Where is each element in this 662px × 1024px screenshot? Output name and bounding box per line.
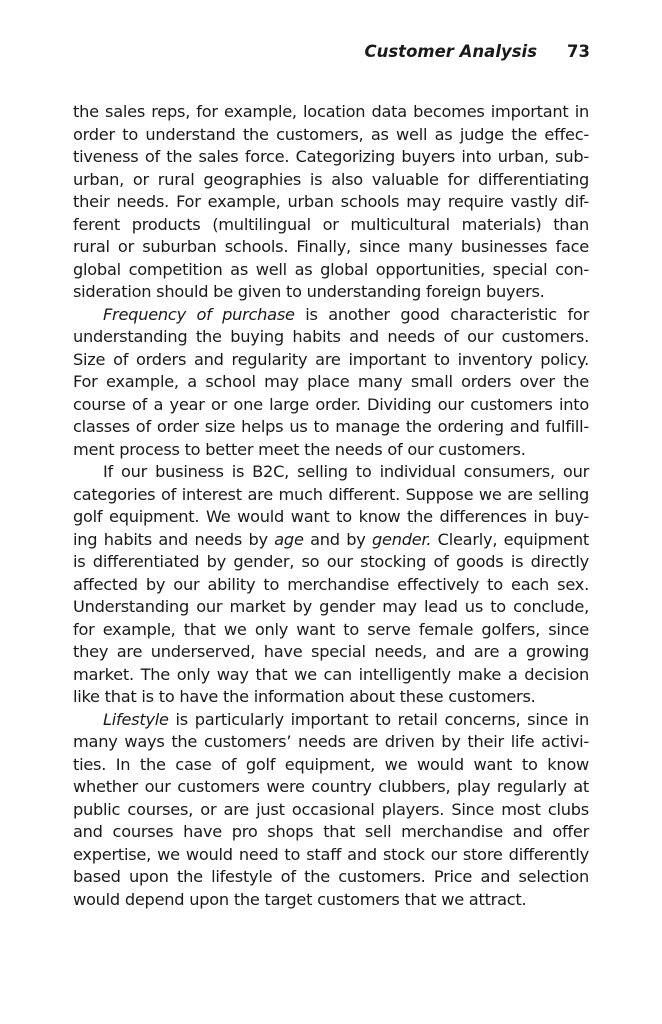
chapter-title: Customer Analysis — [364, 42, 538, 61]
text-run: and by — [303, 529, 372, 549]
text-run: global competition as well as global opportunities, special con- — [73, 259, 589, 279]
text-line — [73, 889, 589, 912]
text-run: ferent products (multilingual or multicultural materials) than — [73, 214, 589, 234]
text-line — [73, 551, 589, 574]
text-run: Size of orders and regularity are important to inventory policy. — [73, 349, 589, 369]
text-line — [73, 641, 589, 664]
text-line — [73, 394, 589, 417]
text-run: is differentiated by gender, so our stocking of goods is directly — [73, 552, 589, 571]
text-run: for example, that we only want to serve female golfers, since — [73, 619, 589, 639]
text-line — [73, 506, 589, 529]
text-line — [73, 146, 589, 169]
text-line — [73, 191, 589, 214]
text-line — [73, 619, 589, 642]
text-run: public courses, or are just occasional players. Since most clubs — [73, 799, 589, 819]
text-line — [73, 664, 589, 687]
text-line — [73, 709, 589, 732]
text-run: whether our customers were country clubbers, play regularly at — [73, 777, 589, 796]
text-line — [73, 259, 589, 282]
text-line — [73, 281, 589, 304]
text-run: and courses have pro shops that sell merchandise and offer — [73, 822, 589, 841]
text-line — [73, 101, 589, 124]
text-run: course of a year or one large order. Dividing our customers into — [73, 394, 589, 414]
text-run: like that is to have the information about these customers. — [73, 687, 536, 706]
text-line — [73, 596, 589, 619]
text-run: their needs. For example, urban schools may require vastly dif- — [73, 192, 589, 211]
text-run: they are underserved, have special needs, and are a growing — [73, 642, 589, 661]
text-run: Clearly, equipment — [431, 529, 589, 549]
text-run: ing habits and needs by — [73, 529, 275, 549]
text-line — [73, 731, 589, 754]
text-run: For example, a school may place many small orders over the — [73, 372, 589, 391]
text-line — [73, 416, 589, 439]
text-line — [73, 754, 589, 777]
text-run: understanding the buying habits and needs of our customers. — [73, 327, 589, 346]
text-line — [73, 304, 589, 327]
text-run: is another good characteristic for — [294, 304, 589, 324]
text-run: If our business is B2C, selling to individual consumers, our — [103, 462, 589, 481]
text-line — [73, 439, 589, 462]
emphasized-term: Lifestyle — [103, 709, 169, 729]
text-run: affected by our ability to merchandise effectively to each sex. — [73, 574, 589, 594]
text-run: Understanding our market by gender may lead us to conclude, — [73, 597, 589, 616]
text-line — [73, 484, 589, 507]
text-line — [73, 574, 589, 597]
text-run: many ways the customers’ needs are driven by their life activi- — [73, 732, 589, 751]
text-line — [73, 821, 589, 844]
text-line — [73, 776, 589, 799]
body-text — [73, 101, 589, 911]
text-line — [73, 349, 589, 372]
text-run: ment process to better meet the needs of our customers. — [73, 439, 526, 459]
text-run: categories of interest are much different. Suppose we are selling — [73, 484, 589, 504]
text-run: expertise, we would need to staff and stock our store differently — [73, 844, 589, 864]
text-run: is particularly important to retail concerns, since in — [168, 709, 589, 729]
text-line — [73, 686, 589, 709]
page-number: 73 — [567, 42, 590, 61]
emphasized-term: gender. — [371, 529, 432, 549]
emphasized-term: Frequency of purchase — [103, 304, 295, 324]
text-line — [73, 169, 589, 192]
text-run: rural or suburban schools. Finally, since many businesses face — [73, 237, 589, 256]
text-line — [73, 461, 589, 484]
text-run: urban, or rural geographies is also valuable for differentiating — [73, 169, 589, 189]
running-header — [365, 42, 591, 61]
text-line — [73, 844, 589, 867]
text-run: based upon the lifestyle of the customers. Price and selection — [73, 867, 589, 886]
text-line — [73, 371, 589, 394]
text-line — [73, 529, 589, 552]
text-run: would depend upon the target customers that we attract. — [73, 889, 527, 909]
text-run: classes of order size helps us to manage the ordering and fulfill- — [73, 417, 589, 436]
text-line — [73, 326, 589, 349]
emphasized-term: age — [274, 529, 304, 549]
text-line — [73, 866, 589, 889]
text-run: tiveness of the sales force. Categorizing buyers into urban, sub- — [73, 147, 589, 166]
text-run: golf equipment. We would want to know the differences in buy- — [73, 507, 589, 526]
text-line — [73, 799, 589, 822]
text-line — [73, 214, 589, 237]
text-line — [73, 124, 589, 147]
text-run: sideration should be given to understanding foreign buyers. — [73, 282, 545, 301]
text-run: market. The only way that we can intelligently make a decision — [73, 664, 589, 684]
text-run: order to understand the customers, as well as judge the effec- — [73, 124, 589, 144]
text-line — [73, 236, 589, 259]
text-run: ties. In the case of golf equipment, we would want to know — [73, 754, 589, 774]
text-run: the sales reps, for example, location data becomes important in — [73, 102, 589, 121]
